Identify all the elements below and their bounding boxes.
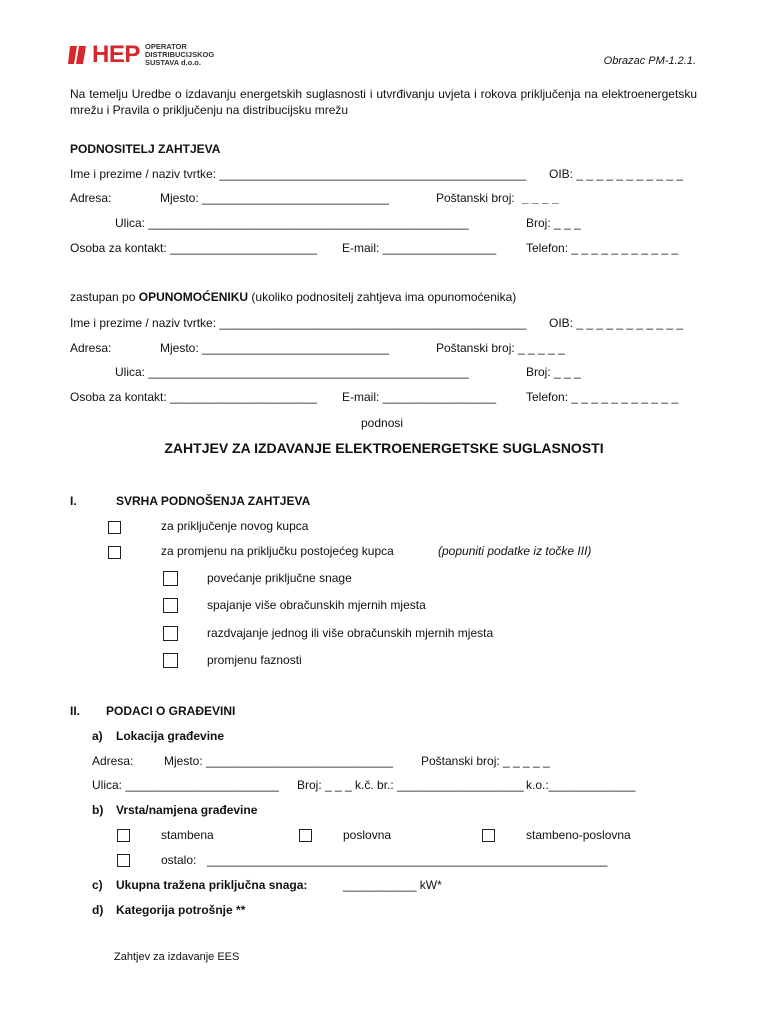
applicant-city-field[interactable]: Mjesto: ____________________________ <box>160 191 389 205</box>
building-street-field[interactable]: Ulica: _______________________ <box>92 778 279 792</box>
building-postal-field[interactable]: Poštanski broj: _ _ _ _ _ <box>421 754 550 768</box>
section-2-number: II. <box>70 704 81 718</box>
form-code: Obrazac PM-1.2.1. <box>603 55 696 67</box>
section-1-heading: SVRHA PODNOŠENJA ZAHTJEVA <box>116 494 311 508</box>
requested-power-field[interactable]: ___________ kW* <box>343 878 442 892</box>
applicant-street-field[interactable]: Ulica: ________________________________________________ <box>115 216 469 230</box>
subsection-a-label: a) <box>92 729 103 743</box>
applicant-name-field[interactable]: Ime i prezime / naziv tvrtke: ______________________________________________ <box>70 167 527 181</box>
subsection-a-heading: Lokacija građevine <box>116 729 225 743</box>
option-new-customer: za priključenje novog kupca <box>161 519 309 533</box>
applicant-number-field[interactable]: Broj: _ _ _ <box>526 216 581 230</box>
checkbox-increase-power[interactable] <box>163 571 178 586</box>
checkbox-business[interactable] <box>299 829 312 842</box>
applicant-heading: PODNOSITELJ ZAHTJEVA <box>70 142 221 156</box>
checkbox-change-existing[interactable] <box>108 546 121 559</box>
proxy-intro: zastupan po OPUNOMOĆENIKU (ukoliko podnositelj zahtjeva ima opunomoćenika) <box>70 290 517 304</box>
subsection-b-label: b) <box>92 803 104 817</box>
proxy-phone-field[interactable]: Telefon: _ _ _ _ _ _ _ _ _ _ _ <box>526 390 679 404</box>
section-2-heading: PODACI O GRAĐEVINI <box>106 704 236 718</box>
checkbox-phase-change[interactable] <box>163 653 178 668</box>
proxy-address-label: Adresa: <box>70 341 112 355</box>
option-merge-metering: spajanje više obračunskih mjernih mjesta <box>207 598 426 612</box>
checkbox-other[interactable] <box>117 854 130 867</box>
type-other: ostalo: <box>161 853 197 867</box>
checkbox-mixed[interactable] <box>482 829 495 842</box>
checkbox-residential[interactable] <box>117 829 130 842</box>
building-address-label: Adresa: <box>92 754 134 768</box>
logo-subtitle: OPERATOR DISTRIBUCIJSKOG SUSTAVA d.o.o. <box>145 42 215 67</box>
applicant-postal-label: Poštanski broj: <box>436 191 515 205</box>
logo-text: HEP <box>92 41 140 68</box>
building-number-parcel-field[interactable]: Broj: _ _ _ k.č. br.: ___________________ <box>297 778 524 792</box>
checkbox-new-customer[interactable] <box>108 521 121 534</box>
checkbox-merge-metering[interactable] <box>163 598 178 613</box>
building-city-field[interactable]: Mjesto: ____________________________ <box>164 754 393 768</box>
option-split-metering: razdvajanje jednog ili više obračunskih mjernih mjesta <box>207 626 494 640</box>
proxy-name-field[interactable]: Ime i prezime / naziv tvrtke: ______________________________________________ <box>70 316 527 330</box>
type-other-field[interactable]: ____________________________________________________________ <box>207 853 608 867</box>
checkbox-split-metering[interactable] <box>163 626 178 641</box>
proxy-city-field[interactable]: Mjesto: ____________________________ <box>160 341 389 355</box>
applicant-contact-field[interactable]: Osoba za kontakt: ______________________ <box>70 241 317 255</box>
type-residential: stambena <box>161 828 214 842</box>
hep-logo <box>68 42 218 68</box>
page-footer: Zahtjev za izdavanje EES <box>114 951 240 963</box>
subsection-c-label: c) <box>92 878 103 892</box>
proxy-contact-field[interactable]: Osoba za kontakt: ______________________ <box>70 390 317 404</box>
option-phase-change: promjenu faznosti <box>207 653 302 667</box>
type-mixed: stambeno-poslovna <box>526 828 631 842</box>
intro-paragraph: Na temelju Uredbe o izdavanju energetskih suglasnosti i utvrđivanju uvjeta i rokova priključenja na elektroenergetsku mrežu i Pravila o priključenju na distribucijsku mrežu <box>70 87 697 117</box>
proxy-email-field[interactable]: E-mail: _________________ <box>342 390 497 404</box>
subsection-d-label: d) <box>92 903 104 917</box>
applicant-address-label: Adresa: <box>70 191 112 205</box>
subsection-b-heading: Vrsta/namjena građevine <box>116 803 258 817</box>
option-change-existing: za promjenu na priključku postojećeg kupca <box>161 544 394 558</box>
proxy-postal-field[interactable]: Poštanski broj: _ _ _ _ _ <box>436 341 565 355</box>
section-1-number: I. <box>70 494 77 508</box>
applicant-phone-field[interactable]: Telefon: _ _ _ _ _ _ _ _ _ _ _ <box>526 241 679 255</box>
option-change-note: (popuniti podatke iz točke III) <box>438 544 592 558</box>
type-business: poslovna <box>343 828 392 842</box>
applicant-oib-field[interactable]: OIB: _ _ _ _ _ _ _ _ _ _ _ <box>549 167 684 181</box>
hep-logo-mark-icon <box>68 44 90 66</box>
document-title: ZAHTJEV ZA IZDAVANJE ELEKTROENERGETSKE SUGLASNOSTI <box>164 440 604 456</box>
applicant-email-field[interactable]: E-mail: _________________ <box>342 241 497 255</box>
building-cadastral-field[interactable]: k.o.:_____________ <box>526 778 636 792</box>
proxy-number-field[interactable]: Broj: _ _ _ <box>526 365 581 379</box>
subsection-d-heading: Kategorija potrošnje ** <box>116 903 246 917</box>
proxy-street-field[interactable]: Ulica: ________________________________________________ <box>115 365 469 379</box>
subsection-c-heading: Ukupna tražena priključna snaga: <box>116 878 308 892</box>
option-increase-power: povećanje priključne snage <box>207 571 352 585</box>
submits-text: podnosi <box>361 416 404 430</box>
proxy-oib-field[interactable]: OIB: _ _ _ _ _ _ _ _ _ _ _ <box>549 316 684 330</box>
applicant-postal-field[interactable]: _ _ _ _ <box>522 191 559 205</box>
